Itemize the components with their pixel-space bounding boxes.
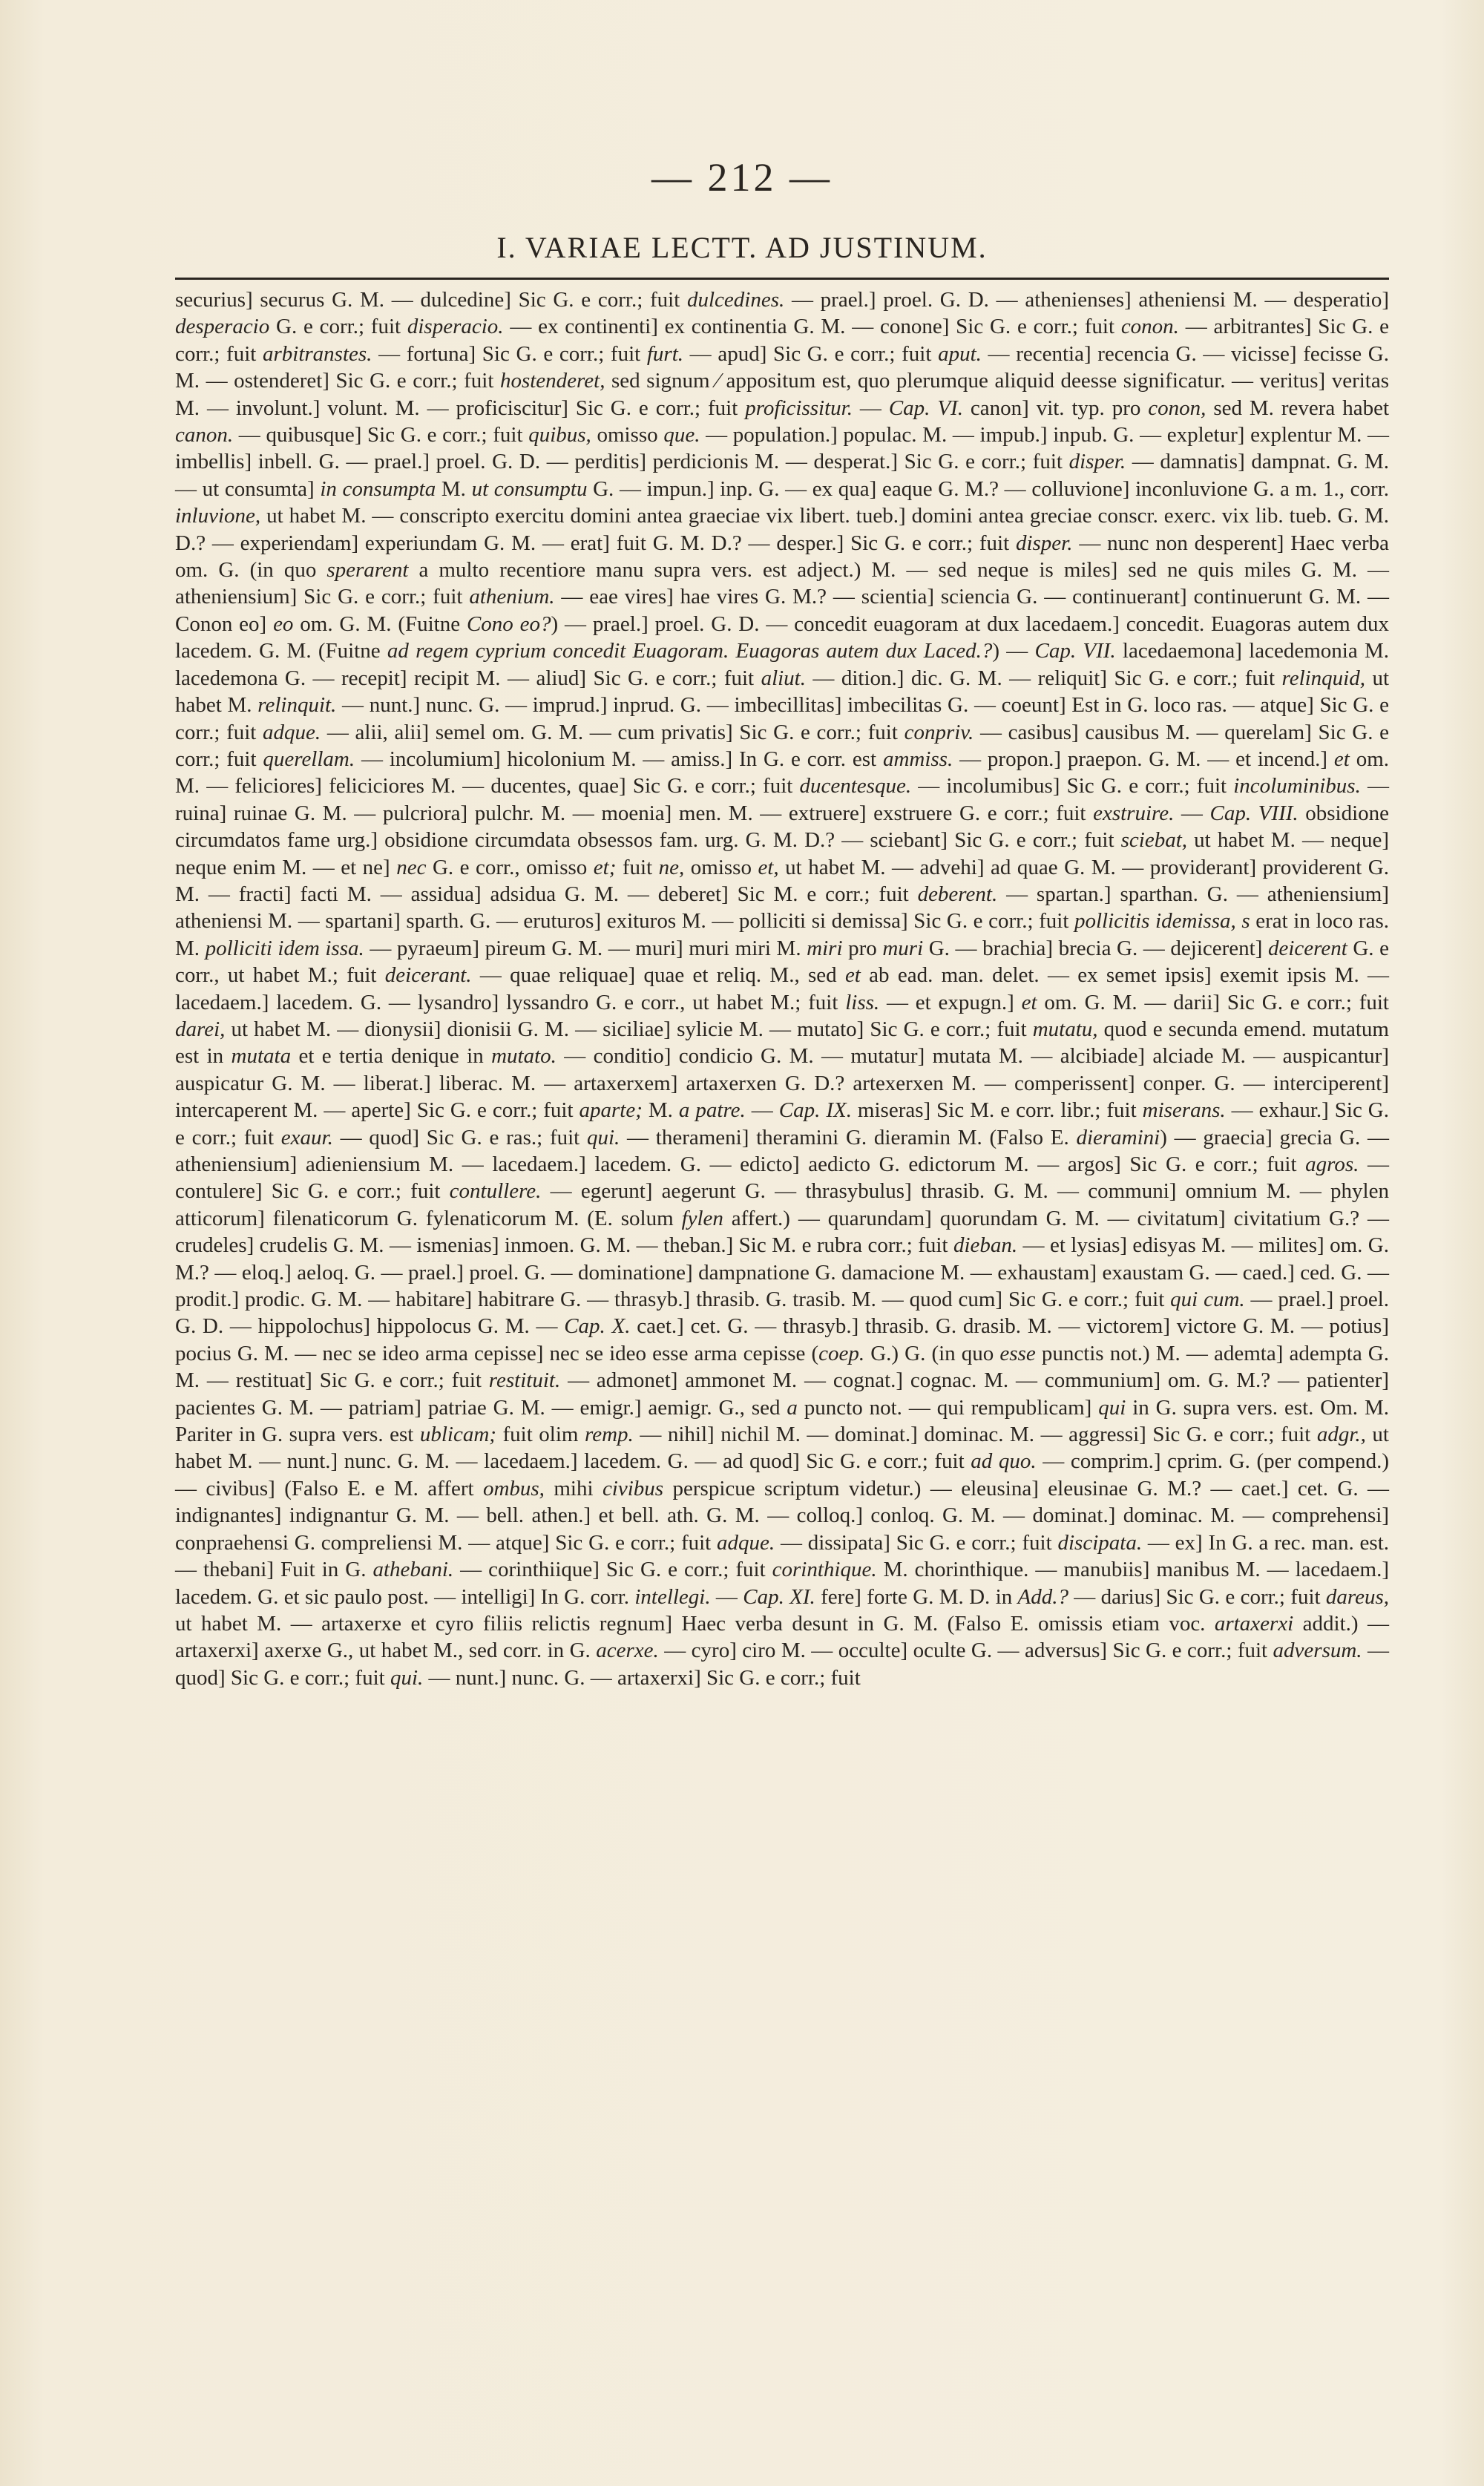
header-rule (175, 278, 1389, 280)
apparatus-text (175, 286, 1389, 1691)
page-number: — 212 — (651, 155, 833, 200)
running-title: I. VARIAE LECTT. AD JUSTINUM. (496, 231, 988, 264)
apparatus-paragraph: securius] securus G. M. — dulcedine] Sic G. e corr.; fuit dulcedines. — prael.] proel. G. D. — athenienses] atheniensi M. — desperatio] desperacio G. e corr.; fuit disperacio. — ex continenti] ex continentia G. M. — conone] Sic G. e corr.; fuit conon. — arbitrantes] Sic G. e corr.; fuit arbitranstes. — fortuna] Sic G. e corr.; fuit furt. — apud] Sic G. e corr.; fuit aput. — recentia] recencia G. — vicisse] fecisse G. M. — ostenderet] Sic G. e corr.; fuit hostenderet, sed signum ⁄ appositum est, quo plerumque aliquid deesse significatur. — veritus] veritas M. — involunt.] volunt. M. — proficiscitur] Sic G. e corr.; fuit proficissitur. — Cap. VI. canon] vit. typ. pro conon, sed M. revera habet canon. — quibusque] Sic G. e corr.; fuit quibus, omisso que. — population.] populac. M. — impub.] inpub. G. — expletur] explentur M. — imbellis] inbell. G. — prael.] proel. G. D. — perditis] perdicionis M. — desperat.] Sic G. e corr.; fuit disper. — damnatis] dampnat. G. M. — ut consumta] in consumpta M. ut consumptu G. — impun.] inp. G. — ex qua] eaque G. M.? — colluvione] inconluvione G. a m. 1., corr. inluvione, ut habet M. — conscripto exercitu domini antea graeciae vix libert. tueb.] domini antea greciae conscr. exerc. vix lib. tueb. G. M. D.? — experiendam] experiundam G. M. — erat] fuit G. M. D.? — desper.] Sic G. e corr.; fuit disper. — nunc non desperent] Haec verba om. G. (in quo sperarent a multo recentiore manu supra vers. est adject.) M. — sed neque is miles] sed ne quis miles G. M. — atheniensium] Sic G. e corr.; fuit athenium. — eae vires] hae vires G. M.? — scientia] sciencia G. — continuerant] continuerunt G. M. — Conon eo] eo om. G. M. (Fuitne Cono eo?) — prael.] proel. G. D. — concedit euagoram at dux lacedaem.] concedit. Euagoras autem dux lacedem. G. M. (Fuitne ad regem cyprium concedit Euagoram. Euagoras autem dux Laced.?) — Cap. VII. lacedaemona] lacedemonia M. lacedemona G. — recepit] recipit M. — aliud] Sic G. e corr.; fuit aliut. — dition.] dic. G. M. — reliquit] Sic G. e corr.; fuit relinquid, ut habet M. relinquit. — nunt.] nunc. G. — imprud.] inprud. G. — imbecillitas] imbecilitas G. — coeunt] Est in G. loco ras. — atque] Sic G. e corr.; fuit adque. — alii, alii] semel om. G. M. — cum privatis] Sic G. e corr.; fuit conpriv. — casibus] causibus M. — querelam] Sic G. e corr.; fuit querellam. — incolumium] hicolonium M. — amiss.] In G. e corr. est ammiss. — propon.] praepon. G. M. — et incend.] et om. M. — feliciores] feliciciores M. — ducentes, quae] Sic G. e corr.; fuit ducentesque. — incolumibus] Sic G. e corr.; fuit incoluminibus. — ruina] ruinae G. M. — pulcriora] pulchr. M. — moenia] men. M. — extruere] exstruere G. e corr.; fuit exstruire. — Cap. VIII. obsidione circumdatos fame urg.] obsidione circumdata obsessos fam. urg. G. M. D.? — sciebant] Sic G. e corr.; fuit sciebat, ut habet M. — neque] neque enim M. — et ne] nec G. e corr., omisso et; fuit ne, omisso et, ut habet M. — advehi] ad quae G. M. — providerant] providerent G. M. — fracti] facti M. — assidua] adsidua G. M. — deberet] Sic M. e corr.; fuit deberent. — spartan.] sparthan. G. — atheniensium] atheniensi M. — spartani] sparth. G. — eruturos] exituros M. — polliciti si demissa] Sic G. e corr.; fuit pollicitis idemissa, s erat in loco ras. M. polliciti idem issa. — pyraeum] pireum G. M. — muri] muri miri M. miri pro muri G. — brachia] brecia G. — dejicerent] deicerent G. e corr., ut habet M.; fuit deicerant. — quae reliquae] quae et reliq. M., sed et ab ead. man. delet. — ex semet ipsis] exemit ipsis M. — lacedaem.] lacedem. G. — lysandro] lyssandro G. e corr., ut habet M.; fuit liss. — et expugn.] et om. G. M. — darii] Sic G. e corr.; fuit darei, ut habet M. — dionysii] dionisii G. M. — siciliae] sylicie M. — mutato] Sic G. e corr.; fuit mutatu, quod e secunda emend. mutatum est in mutata et e tertia denique in mutato. — conditio] condicio G. M. — mutatur] mutata M. — alcibiade] alciade M. — auspicantur] auspicatur G. M. — liberat.] liberac. M. — artaxerxem] artaxerxen G. D.? artexerxen M. — comperissent] conper. G. — interciperent] intercaperent M. — aperte] Sic G. e corr.; fuit aparte; M. a patre. — Cap. IX. miseras] Sic M. e corr. libr.; fuit miserans. — exhaur.] Sic G. e corr.; fuit exaur. — quod] Sic G. e ras.; fuit qui. — therameni] theramini G. dieramin M. (Falso E. dieramini) — graecia] grecia G. — atheniensium] adieniensium M. — lacedaem.] lacedem. G. — edicto] aedicto G. edictorum M. — argos] Sic G. e corr.; fuit agros. — contulere] Sic G. e corr.; fuit contullere. — egerunt] aegerunt G. — thrasybulus] thrasib. G. M. — communi] omnium M. — phylen atticorum] filenaticorum G. fylenaticorum M. (E. solum fylen affert.) — quarundam] quorundam G. M. — civitatum] civitatium G.? — crudeles] crudelis G. M. — ismenias] inmoen. G. M. — theban.] Sic M. e rubra corr.; fuit dieban. — et lysias] edisyas M. — milites] om. G. M.? — eloq.] aeloq. G. — prael.] proel. G. — dominatione] dampnatione G. damacione M. — exhaustam] exaustam G. — caed.] ced. G. — prodit.] prodic. G. M. — habitare] habitrare G. — thrasyb.] thrasib. G. trasib. M. — quod cum] Sic G. e corr.; fuit qui cum. — prael.] proel. G. D. — hippolochus] hippolocus G. M. — Cap. X. caet.] cet. G. — thrasyb.] thrasib. G. drasib. M. — victorem] victore G. M. — potius] pocius G. M. — nec se ideo arma cepisse] nec se ideo esse arma cepisse (coep. G.) G. (in quo esse punctis not.) M. — ademta] adempta G. M. — restituat] Sic G. e corr.; fuit restituit. — admonet] ammonet M. — cognat.] cognac. M. — communium] om. G. M.? — patienter] pacientes G. M. — patriam] patriae G. M. — emigr.] aemigr. G., sed a puncto not. — qui rempublicam] qui in G. supra vers. est. Om. M. Pariter in G. supra vers. est ublicam; fuit olim remp. — nihil] nichil M. — dominat.] dominac. M. — aggressi] Sic G. e corr.; fuit adgr., ut habet M. — nunt.] nunc. G. M. — lacedaem.] lacedem. G. — ad quod] Sic G. e corr.; fuit ad quo. — comprim.] cprim. G. (per compend.) — civibus] (Falso E. e M. affert ombus, mihi civibus perspicue scriptum videtur.) — eleusina] eleusinae G. M.? — caet.] cet. G. — indignantes] indignantur G. M. — bell. athen.] et bell. ath. G. M. — colloq.] conloq. G. M. — dominat.] dominac. M. — comprehensi] conpraehensi G. compreliensi M. — atque] Sic G. e corr.; fuit adque. — dissipata] Sic G. e corr.; fuit discipata. — ex] In G. a rec. man. est. — thebani] Fuit in G. athebani. — corinthiique] Sic G. e corr.; fuit corinthique. M. chorinthique. — manubiis] manibus M. — lacedaem.] lacedem. G. et sic paulo post. — intelligi] In G. corr. intellegi. — Cap. XI. fere] forte G. M. D. in Add.? — darius] Sic G. e corr.; fuit dareus, ut habet M. — artaxerxe et cyro filiis relictis regnum] Haec verba desunt in G. M. (Falso E. omissis etiam voc. artaxerxi addit.) — artaxerxi] axerxe G., ut habet M., sed corr. in G. acerxe. — cyro] ciro M. — occulte] oculte G. — adversus] Sic G. e corr.; fuit adversum. — quod] Sic G. e corr.; fuit qui. — nunt.] nunc. G. — artaxerxi] Sic G. e corr.; fuit (175, 288, 1390, 1690)
